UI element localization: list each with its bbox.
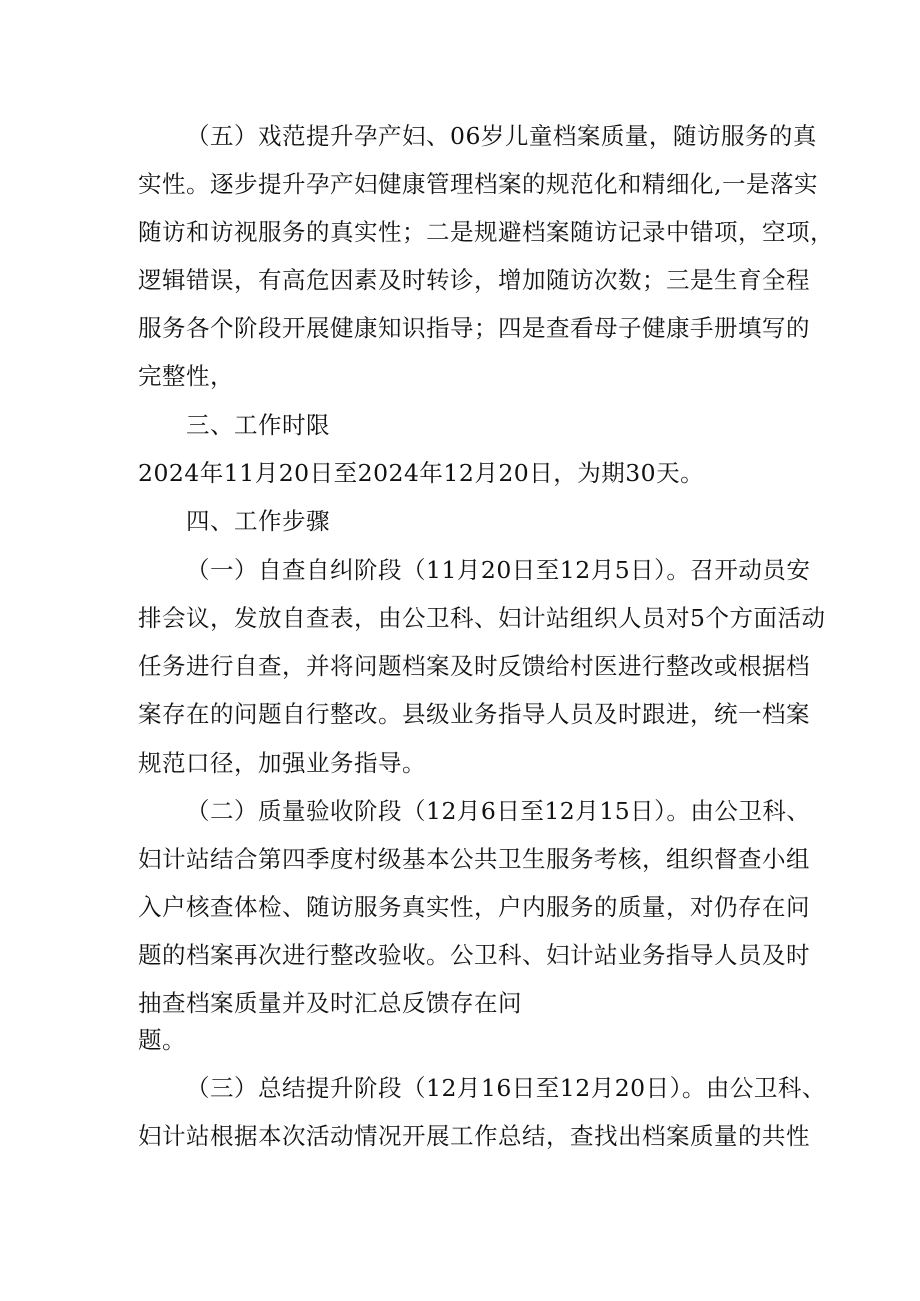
section-heading: 三、工作时限 [186,411,330,439]
paragraph-line: 题。 [138,1026,186,1054]
paragraph-line: 逻辑错误，有高危因素及时转诊，增加随访次数；三是生育全程 [138,266,810,294]
paragraph-line: 题的档案再次进行整改验收。公卫科、妇计站业务指导人员及时 [138,941,810,969]
section-heading: 四、工作步骤 [186,507,330,535]
paragraph-line: 完整性， [138,362,234,390]
paragraph-line: （二）质量验收阶段（12月6日至12月15日）。由公卫科、 [186,797,811,825]
paragraph-line: 入户核查体检、随访服务真实性，户内服务的质量，对仍存在问 [138,893,810,921]
paragraph-line: 案存在的问题自行整改。县级业务指导人员及时跟进，统一档案 [138,700,810,728]
paragraph-line: （三）总结提升阶段（12月16日至12月20日）。由公卫科、 [186,1074,826,1102]
paragraph-line: （五）戏范提升孕产妇、06岁儿童档案质量，随访服务的真 [186,122,817,150]
paragraph-line: （一）自查自纠阶段（11月20日至12月5日）。召开动员安 [186,556,811,584]
paragraph-line: 任务进行自查，并将问题档案及时反馈给村医进行整改或根据档 [138,652,810,680]
paragraph-line: 服务各个阶段开展健康知识指导；四是查看母子健康手册填写的 [138,314,810,342]
paragraph-line: 抽查档案质量并及时汇总反馈存在问 [138,989,522,1017]
paragraph-line: 随访和访视服务的真实性；二是规避档案随访记录中错项，空项， [138,218,834,246]
paragraph-line: 规范口径，加强业务指导。 [138,749,426,777]
paragraph-line: 妇计站结合第四季度村级基本公共卫生服务考核，组织督查小组 [138,845,810,873]
paragraph-line: 实性。逐步提升孕产妇健康管理档案的规范化和精细化,一是落实 [138,170,818,198]
paragraph-line: 妇计站根据本次活动情况开展工作总结，查找出档案质量的共性 [138,1122,810,1150]
paragraph-line: 排会议，发放自查表，由公卫科、妇计站组织人员对5个方面活动 [138,604,826,632]
paragraph-line: 2024年11月20日至2024年12月20日，为期30天。 [138,459,705,487]
